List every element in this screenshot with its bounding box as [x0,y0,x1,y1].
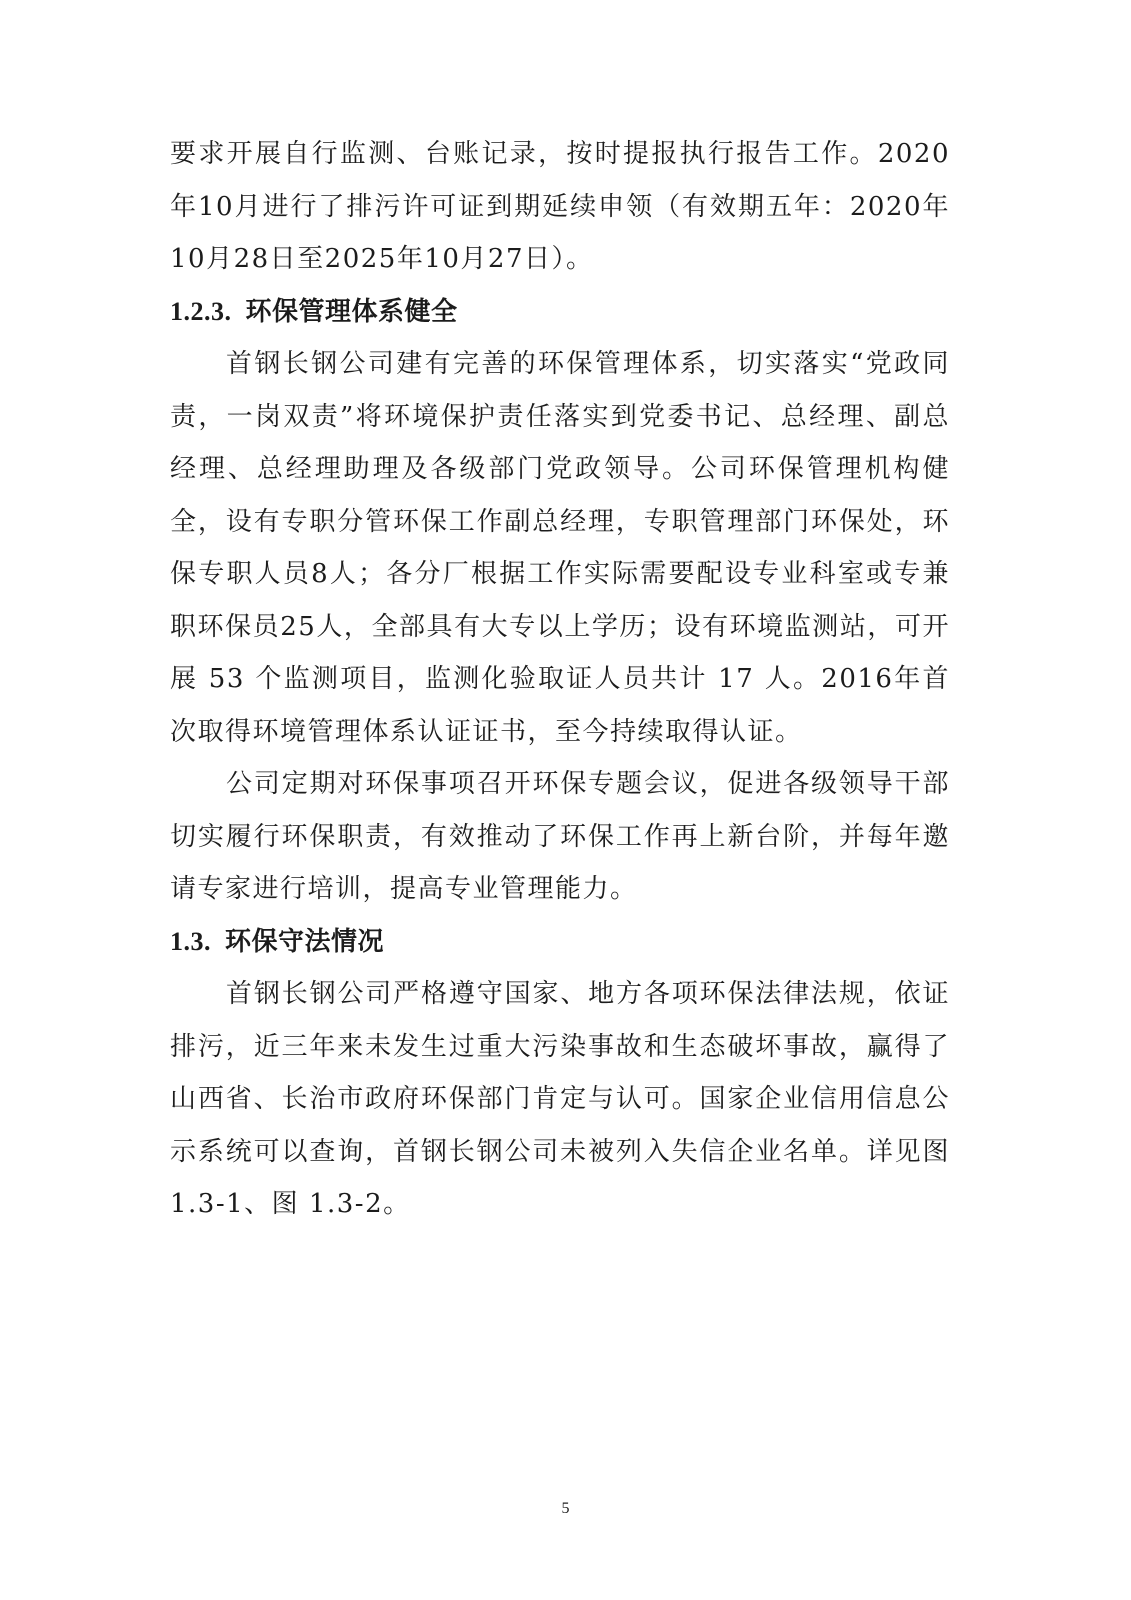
page-number: 5 [561,1500,570,1517]
page-content [170,128,950,1231]
section-title: 环保管理体系健全 [245,296,458,327]
paragraph-permit-renewal: 要求开展自行监测、台账记录，按时提报执行报告工作。2020年10月进行了排污许可证到期延续申领（有效期五年：2020年10月28日至2025年10月27日）。 [170,139,950,274]
section-heading-1-3 [170,916,950,969]
section-number: 1.2.3. [170,296,232,326]
section-number: 1.3. [170,926,211,956]
paragraph-compliance: 首钢长钢公司严格遵守国家、地方各项环保法律法规，依证排污，近三年来未发生过重大污染事故和生态破坏事故，赢得了山西省、长治市政府环保部门肯定与认可。国家企业信用信息公示系统可以查询，首钢长钢公司未被列入失信企业名单。详见图 1.3-1、图 1.3-2。 [170,979,950,1219]
section-heading-1-2-3 [170,286,950,339]
paragraph-management-system: 首钢长钢公司建有完善的环保管理体系，切实落实“党政同责，一岗双责”将环境保护责任落实到党委书记、总经理、副总经理、总经理助理及各级部门党政领导。公司环保管理机构健全，设有专职分管环保工作副总经理，专职管理部门环保处，环保专职人员8人；各分厂根据工作实际需要配设专业科室或专兼职环保员25人，全部具有大专以上学历；设有环境监测站，可开展 53 个监测项目，监测化验取证人员共计 17 人。2016年首次取得环境管理体系认证证书，至今持续取得认证。 [170,349,950,747]
section-title: 环保守法情况 [225,926,385,957]
paragraph-meetings: 公司定期对环保事项召开环保专题会议，促进各级领导干部切实履行环保职责，有效推动了环保工作再上新台阶，并每年邀请专家进行培训，提高专业管理能力。 [170,769,950,904]
